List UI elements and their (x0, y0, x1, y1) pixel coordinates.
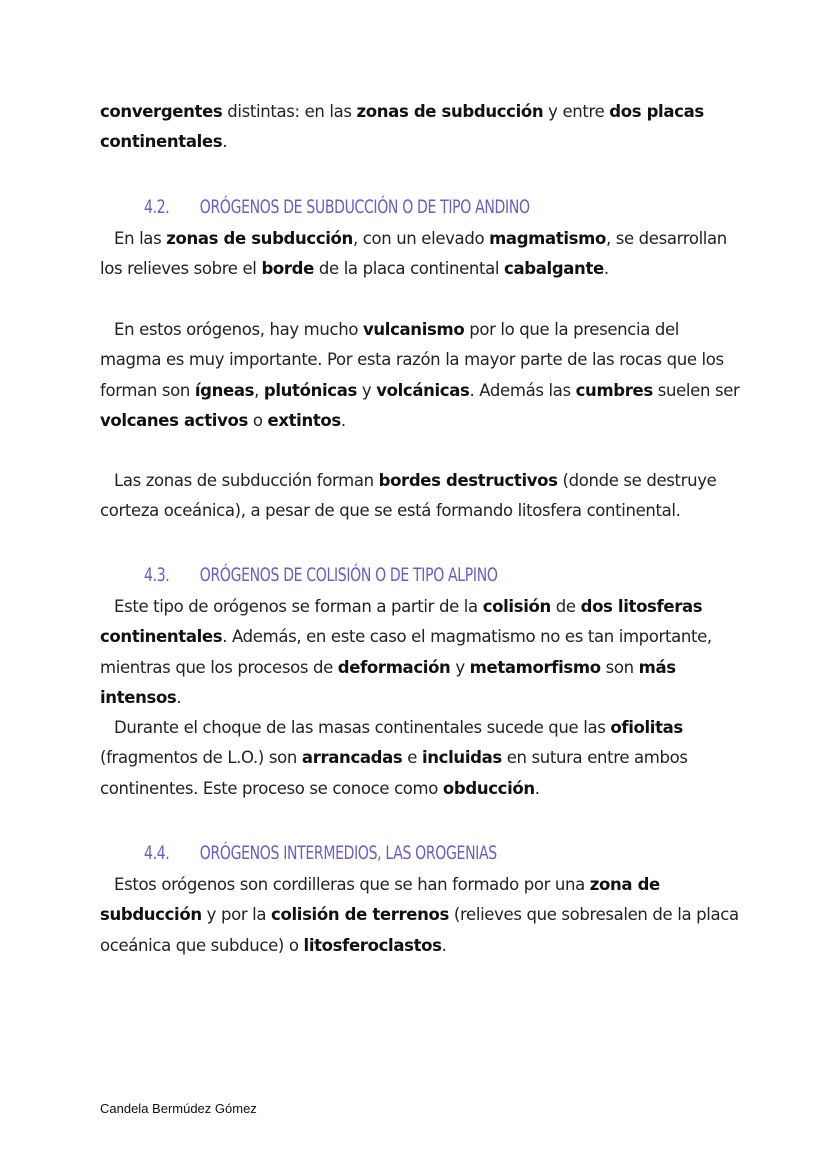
section-title: ORÓGENOS INTERMEDIOS, LAS OROGENIAS (199, 842, 497, 864)
bold-term: volcánicas (376, 380, 470, 400)
bold-term: incluidas (421, 748, 502, 768)
bold-term: dos placas continentales (100, 102, 704, 152)
paragraph: Durante el choque de las masas continentales sucede que las ofiolitas (fragmentos de L.O.) son arrancadas e incluidas en sutura entre ambos continentes. Este proceso se conoce como obducción. (100, 718, 688, 798)
section-title: ORÓGENOS DE COLISIÓN O DE TIPO ALPINO (199, 564, 498, 586)
footer-author: Candela Bermúdez Gómez (100, 1101, 257, 1116)
bold-term: volcanes activos (100, 411, 248, 431)
paragraph: En las zonas de subducción, con un elevado magmatismo, se desarrollan los relieves sobre el borde de la placa continental cabalgante. (100, 229, 727, 279)
bold-term: dos litosferas continentales (100, 597, 703, 647)
section-number: 4.3. (144, 564, 170, 586)
paragraph: Estos orógenos son cordilleras que se han formado por una zona de subducción y por la colisión de terrenos (relieves que sobresalen de la placa oceánica que subduce) o litosferoclastos. (100, 875, 739, 955)
bold-term: metamorfismo (469, 657, 601, 677)
paragraph: Las zonas de subducción forman bordes destructivos (donde se destruye corteza oceánica), a pesar de que se está formando litosfera continental. (100, 471, 717, 521)
bold-term: arrancadas (301, 748, 403, 768)
bold-term: colisión de terrenos (271, 905, 449, 925)
bold-term: zona de subducción (100, 875, 660, 925)
section-title: ORÓGENOS DE SUBDUCCIÓN O DE TIPO ANDINO (199, 196, 530, 218)
bold-term: bordes destructivos (378, 471, 558, 490)
section-heading-4-2 (144, 195, 530, 219)
bold-term: magmatismo (489, 229, 606, 248)
bold-term: ofiolitas (610, 718, 683, 737)
bold-term: litosferoclastos (303, 935, 442, 955)
bold-term: obducción (442, 778, 535, 798)
bold-term: zonas de subducción (166, 229, 353, 248)
bold-term: plutónicas (263, 380, 357, 400)
paragraph: En estos orógenos, hay mucho vulcanismo por lo que la presencia del magma es muy importante. Por esta razón la mayor parte de las rocas que los forman son ígneas, plutónicas y volcánicas. Además las cumbres suelen ser volcanes activos o extintos. (100, 320, 740, 431)
paragraph: Este tipo de orógenos se forman a partir de la colisión de dos litosferas continentales. Además, en este caso el magmatismo no es tan importante, mientras que los procesos de deformación y metamorfismo son más intensos. (100, 597, 712, 708)
bold-term: vulcanismo (362, 320, 465, 339)
bold-term: cabalgante (504, 259, 604, 279)
intro-paragraph: convergentes distintas: en las zonas de subducción y entre dos placas continentales. (100, 102, 704, 152)
bold-term: deformación (337, 657, 451, 677)
bold-term: cumbres (575, 380, 653, 400)
section-number: 4.4. (144, 842, 170, 864)
bold-term: ígneas (194, 380, 255, 400)
bold-term: más intensos (100, 657, 676, 708)
bold-term: borde (261, 259, 314, 279)
bold-term: extintos (267, 411, 341, 431)
section-heading-4-4 (144, 841, 497, 865)
section-heading-4-3 (144, 563, 498, 587)
bold-term: convergentes (100, 102, 223, 121)
section-number: 4.2. (144, 196, 170, 218)
bold-term: colisión (482, 597, 551, 616)
bold-term: zonas de subducción (356, 102, 544, 121)
